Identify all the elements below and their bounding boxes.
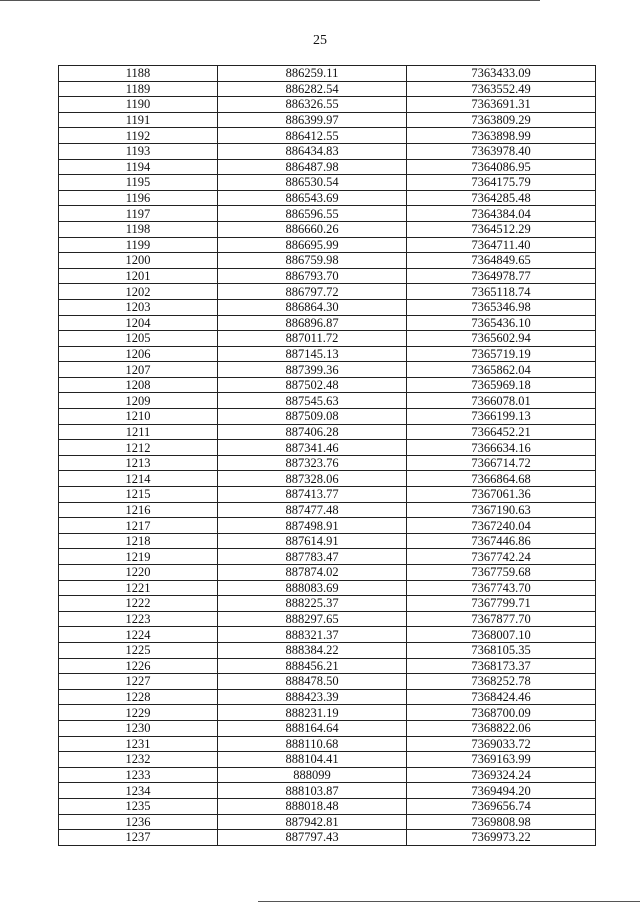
- table-row: [59, 642, 596, 658]
- y-coordinate-cell: 7363433.09: [407, 66, 596, 82]
- table-row: [59, 440, 596, 456]
- table-row: [59, 253, 596, 269]
- x-coordinate-cell: 886434.83: [218, 143, 407, 159]
- x-coordinate-cell: 886793.70: [218, 268, 407, 284]
- y-coordinate-cell: 7363552.49: [407, 81, 596, 97]
- x-coordinate-cell: 888018.48: [218, 798, 407, 814]
- table-row: [59, 299, 596, 315]
- page-number: 25: [313, 33, 327, 48]
- table-row: [59, 487, 596, 503]
- table-row: [59, 190, 596, 206]
- y-coordinate-cell: 7367240.04: [407, 518, 596, 534]
- x-coordinate-cell: 888164.64: [218, 720, 407, 736]
- y-coordinate-cell: 7366634.16: [407, 440, 596, 456]
- y-coordinate-cell: 7363978.40: [407, 143, 596, 159]
- x-coordinate-cell: 888478.50: [218, 674, 407, 690]
- point-number-cell: 1206: [59, 346, 218, 362]
- x-coordinate-cell: 888099: [218, 767, 407, 783]
- table-row: [59, 175, 596, 191]
- table-row: [59, 549, 596, 565]
- x-coordinate-cell: 886282.54: [218, 81, 407, 97]
- coordinates-table-body: [59, 66, 596, 846]
- point-number-cell: 1228: [59, 689, 218, 705]
- point-number-cell: 1202: [59, 284, 218, 300]
- x-coordinate-cell: 888423.39: [218, 689, 407, 705]
- x-coordinate-cell: 888103.87: [218, 783, 407, 799]
- y-coordinate-cell: 7369494.20: [407, 783, 596, 799]
- table-row: [59, 767, 596, 783]
- top-rule: [0, 0, 540, 1]
- x-coordinate-cell: 887413.77: [218, 487, 407, 503]
- x-coordinate-cell: 888110.68: [218, 736, 407, 752]
- y-coordinate-cell: 7367743.70: [407, 580, 596, 596]
- table-row: [59, 658, 596, 674]
- y-coordinate-cell: 7364512.29: [407, 221, 596, 237]
- x-coordinate-cell: 888456.21: [218, 658, 407, 674]
- y-coordinate-cell: 7365719.19: [407, 346, 596, 362]
- point-number-cell: 1223: [59, 611, 218, 627]
- x-coordinate-cell: 886487.98: [218, 159, 407, 175]
- table-row: [59, 346, 596, 362]
- point-number-cell: 1235: [59, 798, 218, 814]
- table-row: [59, 221, 596, 237]
- point-number-cell: 1210: [59, 409, 218, 425]
- y-coordinate-cell: 7367799.71: [407, 596, 596, 612]
- table-row: [59, 611, 596, 627]
- x-coordinate-cell: 888297.65: [218, 611, 407, 627]
- y-coordinate-cell: 7369163.99: [407, 752, 596, 768]
- table-row: [59, 393, 596, 409]
- y-coordinate-cell: 7369973.22: [407, 830, 596, 846]
- y-coordinate-cell: 7368252.78: [407, 674, 596, 690]
- x-coordinate-cell: 886326.55: [218, 97, 407, 113]
- point-number-cell: 1216: [59, 502, 218, 518]
- x-coordinate-cell: 887783.47: [218, 549, 407, 565]
- point-number-cell: 1237: [59, 830, 218, 846]
- table-row: [59, 268, 596, 284]
- table-row: [59, 720, 596, 736]
- y-coordinate-cell: 7364849.65: [407, 253, 596, 269]
- y-coordinate-cell: 7367742.24: [407, 549, 596, 565]
- point-number-cell: 1230: [59, 720, 218, 736]
- x-coordinate-cell: 886896.87: [218, 315, 407, 331]
- x-coordinate-cell: 887509.08: [218, 409, 407, 425]
- y-coordinate-cell: 7366199.13: [407, 409, 596, 425]
- point-number-cell: 1218: [59, 533, 218, 549]
- y-coordinate-cell: 7364384.04: [407, 206, 596, 222]
- x-coordinate-cell: 886759.98: [218, 253, 407, 269]
- y-coordinate-cell: 7364711.40: [407, 237, 596, 253]
- table-row: [59, 752, 596, 768]
- x-coordinate-cell: 886660.26: [218, 221, 407, 237]
- y-coordinate-cell: 7369808.98: [407, 814, 596, 830]
- table-row: [59, 112, 596, 128]
- x-coordinate-cell: 887011.72: [218, 331, 407, 347]
- y-coordinate-cell: 7364175.79: [407, 175, 596, 191]
- x-coordinate-cell: 887399.36: [218, 362, 407, 378]
- x-coordinate-cell: 887145.13: [218, 346, 407, 362]
- y-coordinate-cell: 7363691.31: [407, 97, 596, 113]
- y-coordinate-cell: 7366864.68: [407, 471, 596, 487]
- point-number-cell: 1220: [59, 565, 218, 581]
- point-number-cell: 1222: [59, 596, 218, 612]
- x-coordinate-cell: 886864.30: [218, 299, 407, 315]
- point-number-cell: 1215: [59, 487, 218, 503]
- x-coordinate-cell: 888083.69: [218, 580, 407, 596]
- point-number-cell: 1201: [59, 268, 218, 284]
- table-row: [59, 362, 596, 378]
- table-row: [59, 143, 596, 159]
- point-number-cell: 1192: [59, 128, 218, 144]
- x-coordinate-cell: 887328.06: [218, 471, 407, 487]
- y-coordinate-cell: 7367190.63: [407, 502, 596, 518]
- x-coordinate-cell: 888231.19: [218, 705, 407, 721]
- table-row: [59, 580, 596, 596]
- x-coordinate-cell: 888104.41: [218, 752, 407, 768]
- point-number-cell: 1191: [59, 112, 218, 128]
- point-number-cell: 1205: [59, 331, 218, 347]
- table-row: [59, 533, 596, 549]
- table-row: [59, 66, 596, 82]
- table-row: [59, 596, 596, 612]
- table-row: [59, 81, 596, 97]
- point-number-cell: 1219: [59, 549, 218, 565]
- table-row: [59, 518, 596, 534]
- point-number-cell: 1194: [59, 159, 218, 175]
- x-coordinate-cell: 887406.28: [218, 424, 407, 440]
- x-coordinate-cell: 886399.97: [218, 112, 407, 128]
- point-number-cell: 1212: [59, 440, 218, 456]
- x-coordinate-cell: 886412.55: [218, 128, 407, 144]
- y-coordinate-cell: 7365862.04: [407, 362, 596, 378]
- point-number-cell: 1203: [59, 299, 218, 315]
- table-row: [59, 471, 596, 487]
- x-coordinate-cell: 887942.81: [218, 814, 407, 830]
- point-number-cell: 1236: [59, 814, 218, 830]
- y-coordinate-cell: 7367759.68: [407, 565, 596, 581]
- y-coordinate-cell: 7366714.72: [407, 455, 596, 471]
- point-number-cell: 1190: [59, 97, 218, 113]
- y-coordinate-cell: 7368822.06: [407, 720, 596, 736]
- table-row: [59, 798, 596, 814]
- table-row: [59, 736, 596, 752]
- point-number-cell: 1221: [59, 580, 218, 596]
- point-number-cell: 1217: [59, 518, 218, 534]
- table-row: [59, 331, 596, 347]
- x-coordinate-cell: 888225.37: [218, 596, 407, 612]
- y-coordinate-cell: 7369033.72: [407, 736, 596, 752]
- y-coordinate-cell: 7367877.70: [407, 611, 596, 627]
- point-number-cell: 1225: [59, 642, 218, 658]
- table-row: [59, 128, 596, 144]
- point-number-cell: 1188: [59, 66, 218, 82]
- point-number-cell: 1197: [59, 206, 218, 222]
- x-coordinate-cell: 887502.48: [218, 377, 407, 393]
- y-coordinate-cell: 7363898.99: [407, 128, 596, 144]
- point-number-cell: 1232: [59, 752, 218, 768]
- y-coordinate-cell: 7364285.48: [407, 190, 596, 206]
- point-number-cell: 1189: [59, 81, 218, 97]
- table-row: [59, 705, 596, 721]
- x-coordinate-cell: 887341.46: [218, 440, 407, 456]
- point-number-cell: 1209: [59, 393, 218, 409]
- x-coordinate-cell: 887614.91: [218, 533, 407, 549]
- point-number-cell: 1233: [59, 767, 218, 783]
- point-number-cell: 1211: [59, 424, 218, 440]
- table-row: [59, 627, 596, 643]
- point-number-cell: 1207: [59, 362, 218, 378]
- table-row: [59, 237, 596, 253]
- table-row: [59, 783, 596, 799]
- point-number-cell: 1229: [59, 705, 218, 721]
- point-number-cell: 1199: [59, 237, 218, 253]
- y-coordinate-cell: 7368173.37: [407, 658, 596, 674]
- y-coordinate-cell: 7365436.10: [407, 315, 596, 331]
- point-number-cell: 1208: [59, 377, 218, 393]
- table-row: [59, 830, 596, 846]
- y-coordinate-cell: 7368700.09: [407, 705, 596, 721]
- point-number-cell: 1224: [59, 627, 218, 643]
- table-row: [59, 377, 596, 393]
- x-coordinate-cell: 886543.69: [218, 190, 407, 206]
- y-coordinate-cell: 7368424.46: [407, 689, 596, 705]
- x-coordinate-cell: 886530.54: [218, 175, 407, 191]
- x-coordinate-cell: 886596.55: [218, 206, 407, 222]
- y-coordinate-cell: 7365346.98: [407, 299, 596, 315]
- table-row: [59, 455, 596, 471]
- point-number-cell: 1195: [59, 175, 218, 191]
- coordinates-table: [58, 65, 596, 846]
- y-coordinate-cell: 7364086.95: [407, 159, 596, 175]
- point-number-cell: 1227: [59, 674, 218, 690]
- table-row: [59, 97, 596, 113]
- point-number-cell: 1193: [59, 143, 218, 159]
- x-coordinate-cell: 887874.02: [218, 565, 407, 581]
- x-coordinate-cell: 887498.91: [218, 518, 407, 534]
- x-coordinate-cell: 887323.76: [218, 455, 407, 471]
- x-coordinate-cell: 888321.37: [218, 627, 407, 643]
- point-number-cell: 1196: [59, 190, 218, 206]
- x-coordinate-cell: 886259.11: [218, 66, 407, 82]
- table-row: [59, 315, 596, 331]
- point-number-cell: 1204: [59, 315, 218, 331]
- y-coordinate-cell: 7367061.36: [407, 487, 596, 503]
- x-coordinate-cell: 887477.48: [218, 502, 407, 518]
- y-coordinate-cell: 7365602.94: [407, 331, 596, 347]
- y-coordinate-cell: 7369324.24: [407, 767, 596, 783]
- table-row: [59, 424, 596, 440]
- table-row: [59, 284, 596, 300]
- table-row: [59, 689, 596, 705]
- y-coordinate-cell: 7369656.74: [407, 798, 596, 814]
- y-coordinate-cell: 7364978.77: [407, 268, 596, 284]
- table-row: [59, 565, 596, 581]
- y-coordinate-cell: 7365118.74: [407, 284, 596, 300]
- y-coordinate-cell: 7368007.10: [407, 627, 596, 643]
- point-number-cell: 1213: [59, 455, 218, 471]
- point-number-cell: 1214: [59, 471, 218, 487]
- y-coordinate-cell: 7367446.86: [407, 533, 596, 549]
- table-row: [59, 206, 596, 222]
- x-coordinate-cell: 887545.63: [218, 393, 407, 409]
- bottom-rule: [258, 901, 640, 902]
- table-row: [59, 814, 596, 830]
- point-number-cell: 1226: [59, 658, 218, 674]
- point-number-cell: 1231: [59, 736, 218, 752]
- x-coordinate-cell: 888384.22: [218, 642, 407, 658]
- y-coordinate-cell: 7368105.35: [407, 642, 596, 658]
- point-number-cell: 1200: [59, 253, 218, 269]
- point-number-cell: 1234: [59, 783, 218, 799]
- point-number-cell: 1198: [59, 221, 218, 237]
- x-coordinate-cell: 887797.43: [218, 830, 407, 846]
- y-coordinate-cell: 7363809.29: [407, 112, 596, 128]
- y-coordinate-cell: 7366078.01: [407, 393, 596, 409]
- table-row: [59, 502, 596, 518]
- x-coordinate-cell: 886695.99: [218, 237, 407, 253]
- table-row: [59, 409, 596, 425]
- y-coordinate-cell: 7366452.21: [407, 424, 596, 440]
- table-row: [59, 674, 596, 690]
- table-row: [59, 159, 596, 175]
- y-coordinate-cell: 7365969.18: [407, 377, 596, 393]
- x-coordinate-cell: 886797.72: [218, 284, 407, 300]
